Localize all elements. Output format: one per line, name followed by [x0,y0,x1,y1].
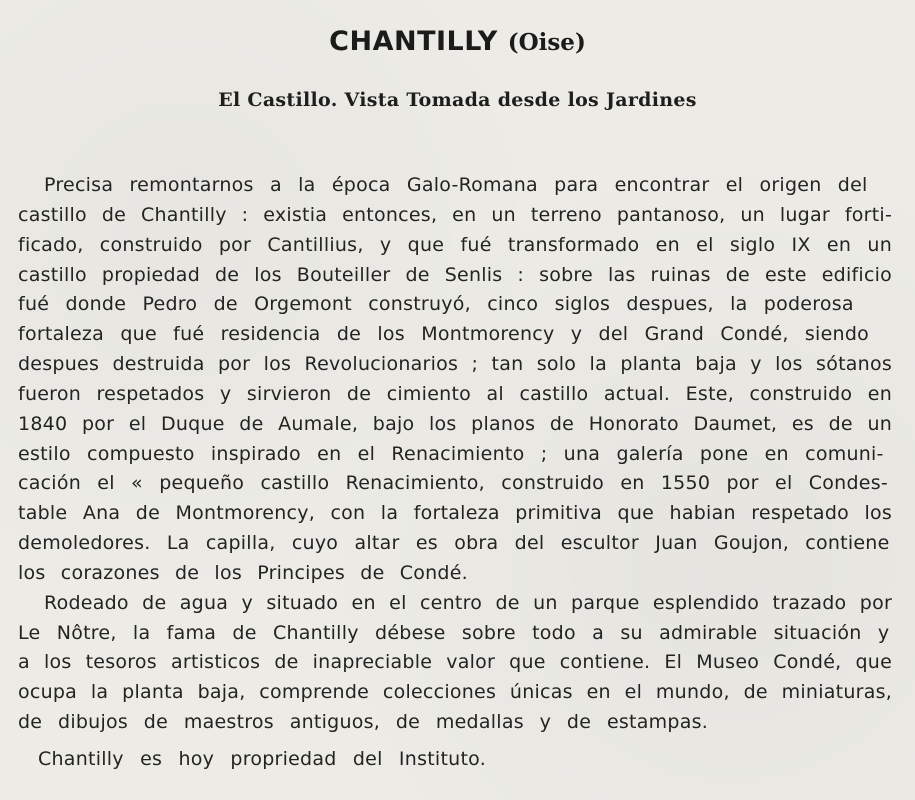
text-line: Rodeado de agua y situado en el centro de un parque esplendido trazado por [44,592,893,614]
text-line: despues destruida por los Revolucionarios ; tan solo la planta baja y los sótanos [18,353,892,375]
text-line: estilo compuesto inspirado en el Renacimiento ; una galería pone en comuni- [18,443,884,465]
text-line: ficado, construido por Cantillius, y que fué transformado en el siglo IX en un [18,234,893,256]
text-line: cación el « pequeño castillo Renacimiento, construido en 1550 por el Condes- [18,472,888,494]
text-line: Le Nôtre, la fama de Chantilly débese sobre todo a su admirable situación y [18,622,890,644]
title-main: CHANTILLY [329,26,498,57]
text-line: fué donde Pedro de Orgemont construyó, cinco siglos despues, la poderosa [18,293,854,315]
text-line: Chantilly es hoy propriedad del Instituto. [38,748,486,770]
title-region: (Oise) [507,29,586,56]
text-line: table Ana de Montmorency, con la fortaleza primitiva que habian respetado los [18,502,893,524]
text-line: castillo propiedad de los Bouteiller de Senlis : sobre las ruinas de este edificio [18,264,893,286]
text-line: Precisa remontarnos a la época Galo-Romana para encontrar el origen del [44,174,868,196]
text-line: 1840 por el Duque de Aumale, bajo los planos de Honorato Daumet, es de un [18,413,893,435]
page-title [0,26,915,57]
text-line: de dibujos de maestros antiguos, de medallas y de estampas. [18,711,709,733]
text-line: demoledores. La capilla, cuyo altar es obra del escultor Juan Goujon, contiene [18,532,890,554]
text-line: los corazones de los Principes de Condé. [18,562,468,584]
text-line: fortaleza que fué residencia de los Montmorency y del Grand Condé, siendo [18,323,870,345]
text-line: ocupa la planta baja, comprende colecciones únicas en el mundo, de miniaturas, [18,681,893,703]
text-line: fueron respetados y sirvieron de cimiento al castillo actual. Este, construido en [18,383,893,405]
text-line: a los tesoros artisticos de inapreciable valor que contiene. El Museo Condé, que [18,651,893,673]
page-subtitle: El Castillo. Vista Tomada desde los Jardines [218,89,697,111]
text-line: castillo de Chantilly : existia entonces, en un terreno pantanoso, un lugar forti- [18,204,893,226]
